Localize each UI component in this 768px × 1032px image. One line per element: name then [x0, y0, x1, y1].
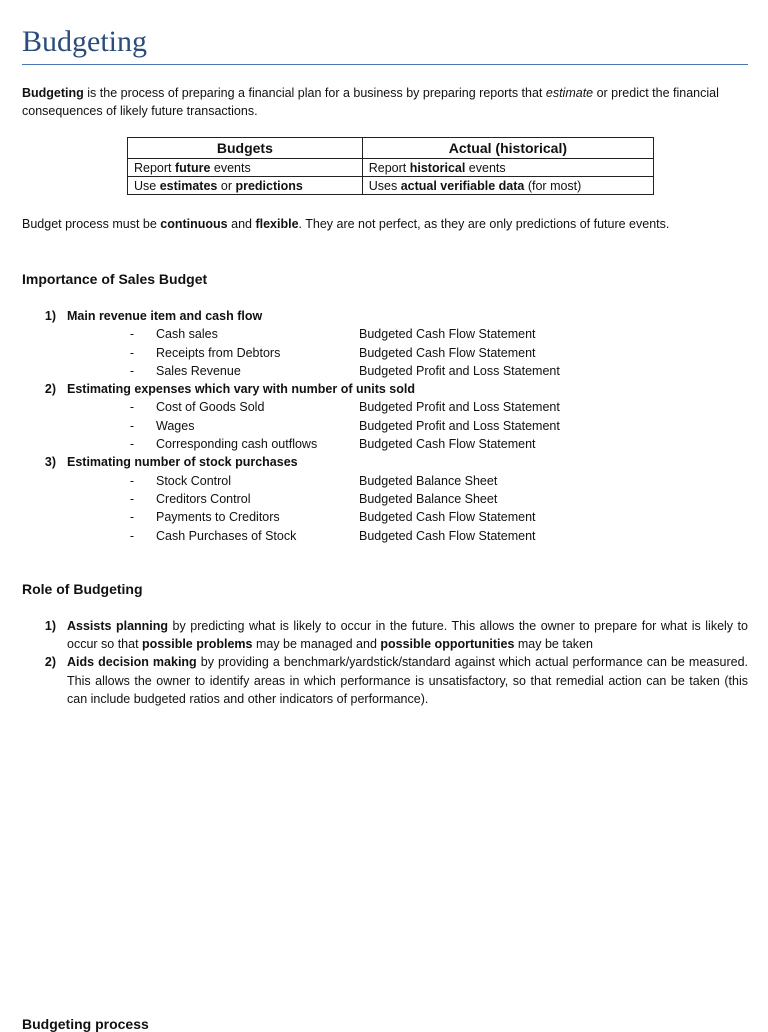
document-page [22, 0, 748, 708]
title-underline [22, 64, 748, 65]
cell-text: or [217, 178, 236, 193]
item-title: Estimating expenses which vary with number of units sold [67, 382, 415, 397]
role-text: by providing a benchmark/yardstick/standard against which actual performance can be measured. This allows the owner to identify areas in which performance is unsatisfactory, so that remedial action can be taken (this can include budgeted ratios and other indicators of performance). [67, 655, 748, 707]
sub-item [22, 490, 748, 508]
list-item [22, 380, 748, 398]
dash: - [129, 345, 134, 360]
cell-text: events [465, 160, 506, 175]
sub-item-name: Creditors Control [156, 491, 251, 506]
note-text: Budget process must be [22, 217, 161, 231]
role-heading: Role of Budgeting [22, 580, 143, 597]
list-item [22, 307, 748, 325]
sub-item [22, 325, 748, 343]
note-bold: continuous [160, 217, 228, 231]
sub-item-name: Wages [156, 418, 195, 433]
cell-text: Uses [368, 178, 401, 193]
sales-budget-list [22, 307, 748, 545]
sub-item-statement: Budgeted Cash Flow Statement [359, 345, 536, 360]
table-cell [362, 159, 653, 177]
sub-item-name: Cash Purchases of Stock [156, 528, 297, 543]
process-note [22, 215, 748, 233]
table-row [128, 159, 654, 177]
sub-item-name: Stock Control [156, 473, 232, 488]
page-title: Budgeting [22, 25, 147, 58]
cell-bold: historical [409, 160, 466, 175]
sub-item-name: Cost of Goods Sold [156, 400, 265, 415]
list-item [22, 653, 748, 708]
dash: - [129, 437, 134, 452]
item-number: 1) [44, 618, 56, 633]
dash: - [129, 510, 134, 525]
cell-text: Use [134, 178, 160, 193]
sub-item-statement: Budgeted Profit and Loss Statement [359, 400, 560, 415]
intro-text-1: is the process of preparing a financial plan for a business by preparing reports that [83, 86, 546, 100]
sub-item-name: Sales Revenue [156, 363, 241, 378]
table-cell [128, 177, 363, 195]
sales-budget-heading: Importance of Sales Budget [22, 271, 208, 287]
dash: - [129, 528, 134, 543]
cell-bold: actual verifiable data [400, 178, 525, 193]
sub-item [22, 344, 748, 362]
intro-term: Budgeting [22, 86, 84, 100]
item-number: 2) [44, 655, 56, 670]
budget-vs-actual-table [127, 137, 654, 195]
sub-item-statement: Budgeted Cash Flow Statement [359, 510, 536, 525]
item-number: 3) [44, 455, 56, 470]
item-title: Estimating number of stock purchases [67, 455, 298, 470]
table-cell [362, 177, 653, 195]
sub-item [22, 417, 748, 435]
note-text: and [227, 217, 256, 231]
dash: - [129, 400, 134, 415]
dash: - [129, 473, 134, 488]
role-bold: possible problems [142, 637, 253, 652]
cell-text: (for most) [524, 178, 582, 193]
budgeting-process-heading: Budgeting process [22, 1016, 149, 1032]
sub-item-statement: Budgeted Profit and Loss Statement [359, 418, 560, 433]
cell-bold: estimates [159, 178, 218, 193]
cell-bold: predictions [235, 178, 303, 193]
sub-item [22, 435, 748, 453]
cell-text: Report [368, 160, 410, 175]
cell-text: events [210, 160, 251, 175]
item-number: 1) [44, 309, 56, 323]
sub-item [22, 472, 748, 490]
list-item [22, 453, 748, 471]
table-cell [128, 159, 363, 177]
intro-text-2: or predict the financial consequences of likely future transactions. [22, 86, 719, 118]
table-header-actual: Actual (historical) [362, 138, 653, 159]
dash: - [129, 363, 134, 378]
table-row [128, 177, 654, 195]
role-text: by predicting what is likely to occur in the future. This allows the owner to prepare for what is likely to occur so that [67, 618, 748, 652]
sub-item [22, 508, 748, 526]
table-header-row [128, 138, 654, 159]
item-title: Main revenue item and cash flow [67, 309, 263, 323]
sub-item-name: Payments to Creditors [156, 510, 280, 525]
sub-item [22, 527, 748, 545]
intro-emphasis: estimate [545, 86, 594, 100]
sub-item [22, 362, 748, 380]
role-bold: Assists planning [67, 618, 169, 633]
role-text: may be taken [514, 637, 593, 652]
sub-item [22, 398, 748, 416]
cell-text: Report [134, 160, 175, 175]
sub-item-statement: Budgeted Profit and Loss Statement [359, 363, 560, 378]
dash: - [129, 327, 134, 342]
role-bold: Aids decision making [67, 655, 197, 670]
sub-item-name: Cash sales [156, 327, 218, 342]
role-text: may be managed and [252, 637, 381, 652]
role-list [22, 617, 748, 708]
sub-item-statement: Budgeted Balance Sheet [359, 473, 498, 488]
sub-item-name: Receipts from Debtors [156, 345, 281, 360]
sub-item-statement: Budgeted Cash Flow Statement [359, 327, 536, 342]
cell-bold: future [175, 160, 211, 175]
role-bold: possible opportunities [380, 637, 515, 652]
dash: - [129, 491, 134, 506]
item-number: 2) [44, 382, 56, 397]
note-bold: flexible [255, 217, 299, 231]
intro-paragraph [22, 84, 748, 120]
dash: - [129, 418, 134, 433]
sub-item-statement: Budgeted Cash Flow Statement [359, 437, 536, 452]
list-item [22, 617, 748, 654]
sub-item-statement: Budgeted Cash Flow Statement [359, 528, 536, 543]
sub-item-statement: Budgeted Balance Sheet [359, 491, 498, 506]
note-text: . They are not perfect, as they are only predictions of future events. [298, 217, 670, 231]
sub-item-name: Corresponding cash outflows [156, 437, 318, 452]
table-header-budgets: Budgets [128, 138, 363, 159]
